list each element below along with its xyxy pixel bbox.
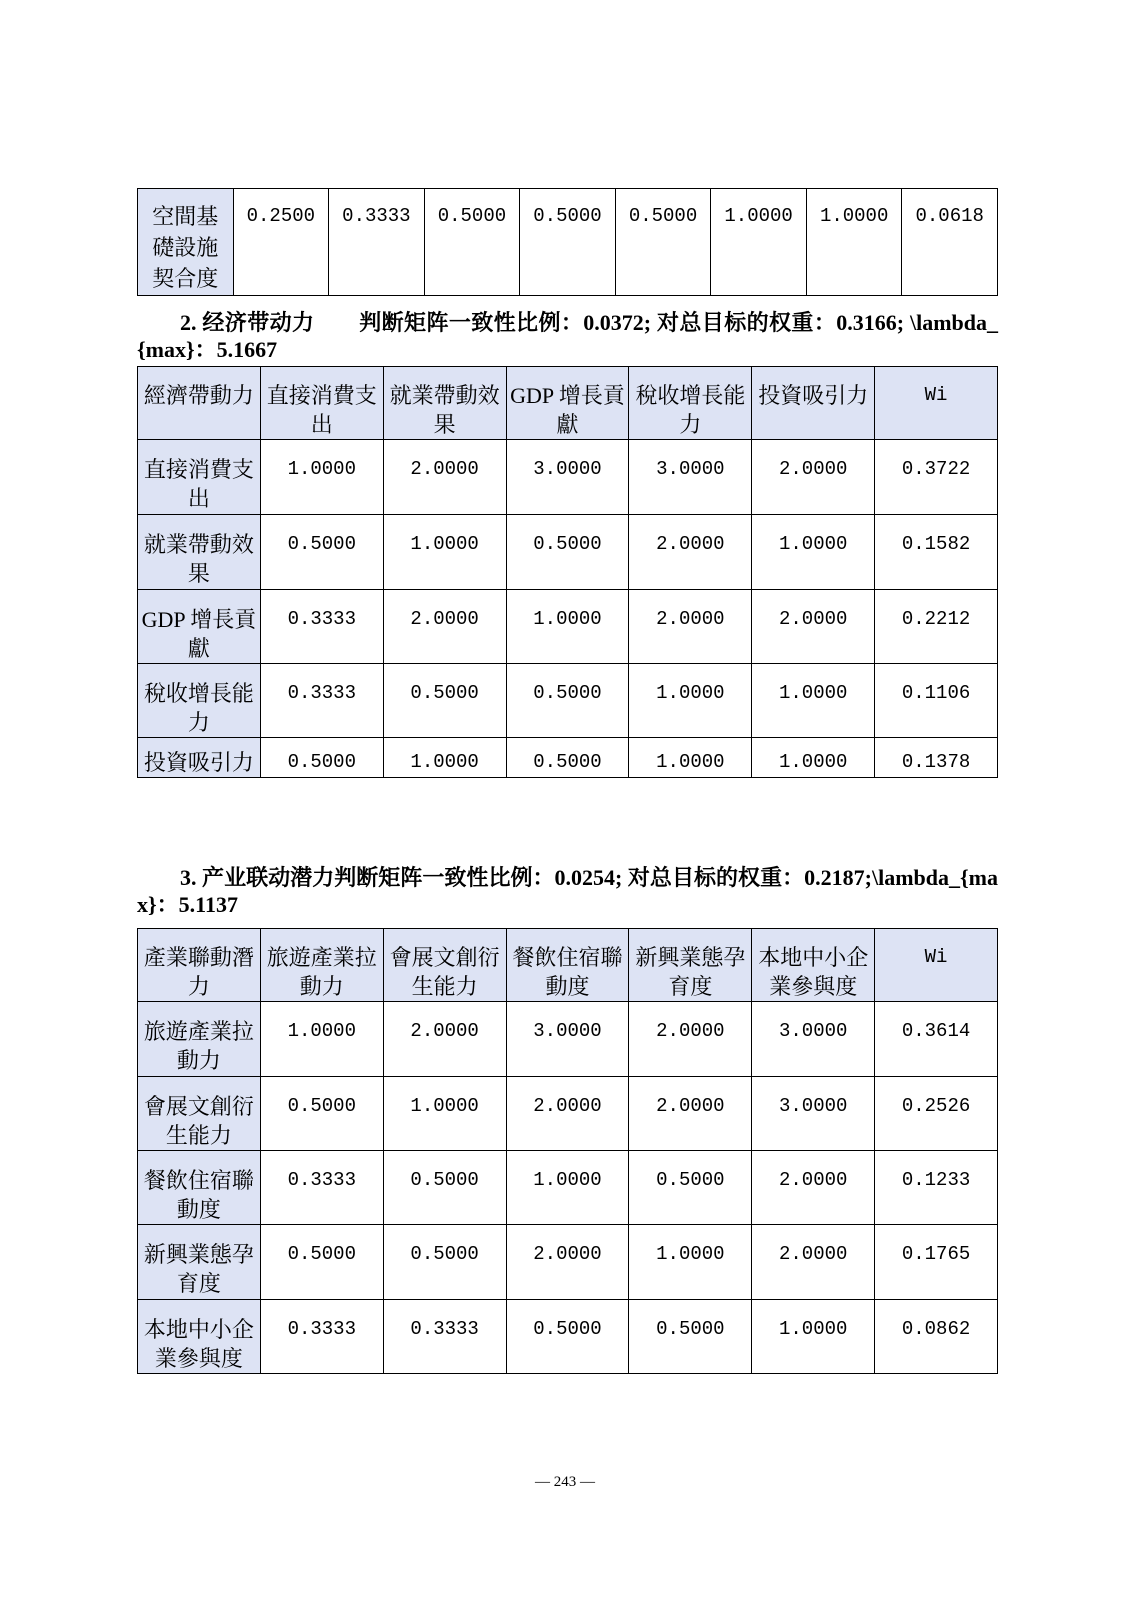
column-header-cell: 新興業態孕育度	[629, 929, 752, 1002]
value-cell: 0.5000	[261, 515, 384, 590]
value-cell: 2.0000	[384, 440, 507, 515]
value-cell: 1.0000	[629, 1225, 752, 1300]
column-header-cell: 直接消費支出	[261, 367, 384, 440]
value-cell: 0.3333	[261, 664, 384, 738]
value-cell: 2.0000	[507, 1077, 630, 1151]
value-cell: 0.2500	[234, 189, 330, 296]
value-cell: 2.0000	[752, 440, 875, 515]
value-cell: 1.0000	[752, 664, 875, 738]
weight-cell: 0.2526	[875, 1077, 998, 1151]
value-cell: 3.0000	[752, 1077, 875, 1151]
value-cell: 0.5000	[384, 664, 507, 738]
page-number: — 243 —	[535, 1474, 595, 1490]
value-cell: 0.3333	[329, 189, 425, 296]
industry-linkage-matrix-table	[137, 928, 998, 1374]
section-heading: 3. 产业联动潜力判断矩阵一致性比例：0.0254; 对总目标的权重：0.2187;\lambda_{max}：5.1137	[137, 865, 998, 917]
row-label-cell: 稅收增長能力	[138, 664, 261, 738]
row-label-cell: 投資吸引力	[138, 738, 261, 778]
column-header-cell: 就業帶動效果	[384, 367, 507, 440]
row-label-cell: GDP 增長貢獻	[138, 590, 261, 664]
row-label-cell: 本地中小企業參與度	[138, 1300, 261, 1374]
value-cell: 0.5000	[629, 1300, 752, 1374]
column-header-cell: GDP 增長貢獻	[507, 367, 630, 440]
weight-cell: 0.0618	[902, 189, 998, 296]
row-label-cell: 就業帶動效果	[138, 515, 261, 590]
value-cell: 0.5000	[616, 189, 712, 296]
value-cell: 0.5000	[261, 1077, 384, 1151]
weight-cell: 0.1106	[875, 664, 998, 738]
value-cell: 3.0000	[507, 440, 630, 515]
row-label-cell: 直接消費支出	[138, 440, 261, 515]
value-cell: 2.0000	[384, 1002, 507, 1077]
value-cell: 1.0000	[384, 1077, 507, 1151]
value-cell: 1.0000	[752, 1300, 875, 1374]
value-cell: 1.0000	[629, 664, 752, 738]
value-cell: 1.0000	[711, 189, 807, 296]
weight-cell: 0.1378	[875, 738, 998, 778]
column-header-cell: 稅收增長能力	[629, 367, 752, 440]
value-cell: 1.0000	[752, 515, 875, 590]
weight-cell: 0.1765	[875, 1225, 998, 1300]
weight-cell: 0.1233	[875, 1151, 998, 1225]
value-cell: 3.0000	[507, 1002, 630, 1077]
value-cell: 0.3333	[261, 1300, 384, 1374]
row-label-cell: 餐飲住宿聯動度	[138, 1151, 261, 1225]
value-cell: 2.0000	[629, 515, 752, 590]
weight-cell: 0.3722	[875, 440, 998, 515]
value-cell: 1.0000	[507, 590, 630, 664]
economic-impact-matrix-table	[137, 366, 998, 778]
value-cell: 0.5000	[425, 189, 521, 296]
column-header-cell: 本地中小企業參與度	[752, 929, 875, 1002]
value-cell: 0.5000	[261, 738, 384, 778]
value-cell: 0.5000	[507, 738, 630, 778]
row-label-cell: 旅遊產業拉動力	[138, 1002, 261, 1077]
value-cell: 0.3333	[261, 590, 384, 664]
value-cell: 2.0000	[629, 1077, 752, 1151]
matrix-corner-header: 經濟帶動力	[138, 367, 261, 440]
matrix-corner-header: 產業聯動潛力	[138, 929, 261, 1002]
weight-cell: 0.2212	[875, 590, 998, 664]
weight-cell: 0.1582	[875, 515, 998, 590]
weight-column-header: Wi	[875, 929, 998, 1002]
row-label-cell: 新興業態孕育度	[138, 1225, 261, 1300]
value-cell: 1.0000	[629, 738, 752, 778]
column-header-cell: 會展文創衍生能力	[384, 929, 507, 1002]
value-cell: 0.5000	[384, 1225, 507, 1300]
value-cell: 0.5000	[507, 1300, 630, 1374]
value-cell: 2.0000	[752, 1151, 875, 1225]
value-cell: 1.0000	[261, 1002, 384, 1077]
value-cell: 1.0000	[384, 738, 507, 778]
value-cell: 0.5000	[629, 1151, 752, 1225]
value-cell: 0.5000	[384, 1151, 507, 1225]
row-label-cell: 空間基礎設施契合度	[138, 189, 234, 296]
value-cell: 3.0000	[629, 440, 752, 515]
value-cell: 2.0000	[384, 590, 507, 664]
value-cell: 0.5000	[507, 515, 630, 590]
column-header-cell: 旅遊產業拉動力	[261, 929, 384, 1002]
value-cell: 1.0000	[261, 440, 384, 515]
weight-cell: 0.3614	[875, 1002, 998, 1077]
column-header-cell: 投資吸引力	[752, 367, 875, 440]
column-header-cell: 餐飲住宿聯動度	[507, 929, 630, 1002]
value-cell: 0.5000	[520, 189, 616, 296]
value-cell: 2.0000	[629, 590, 752, 664]
value-cell: 1.0000	[752, 738, 875, 778]
row-label-cell: 會展文創衍生能力	[138, 1077, 261, 1151]
value-cell: 0.3333	[384, 1300, 507, 1374]
value-cell: 1.0000	[507, 1151, 630, 1225]
value-cell: 3.0000	[752, 1002, 875, 1077]
weight-cell: 0.0862	[875, 1300, 998, 1374]
value-cell: 2.0000	[629, 1002, 752, 1077]
value-cell: 2.0000	[507, 1225, 630, 1300]
section-heading: 2. 经济带动力 判断矩阵一致性比例：0.0372; 对总目标的权重：0.3166; \lambda_{max}：5.1667	[137, 310, 998, 362]
value-cell: 2.0000	[752, 590, 875, 664]
value-cell: 0.5000	[261, 1225, 384, 1300]
value-cell: 0.3333	[261, 1151, 384, 1225]
value-cell: 0.5000	[507, 664, 630, 738]
weight-column-header: Wi	[875, 367, 998, 440]
value-cell: 1.0000	[807, 189, 903, 296]
value-cell: 1.0000	[384, 515, 507, 590]
continued-matrix-table	[137, 188, 998, 296]
value-cell: 2.0000	[752, 1225, 875, 1300]
